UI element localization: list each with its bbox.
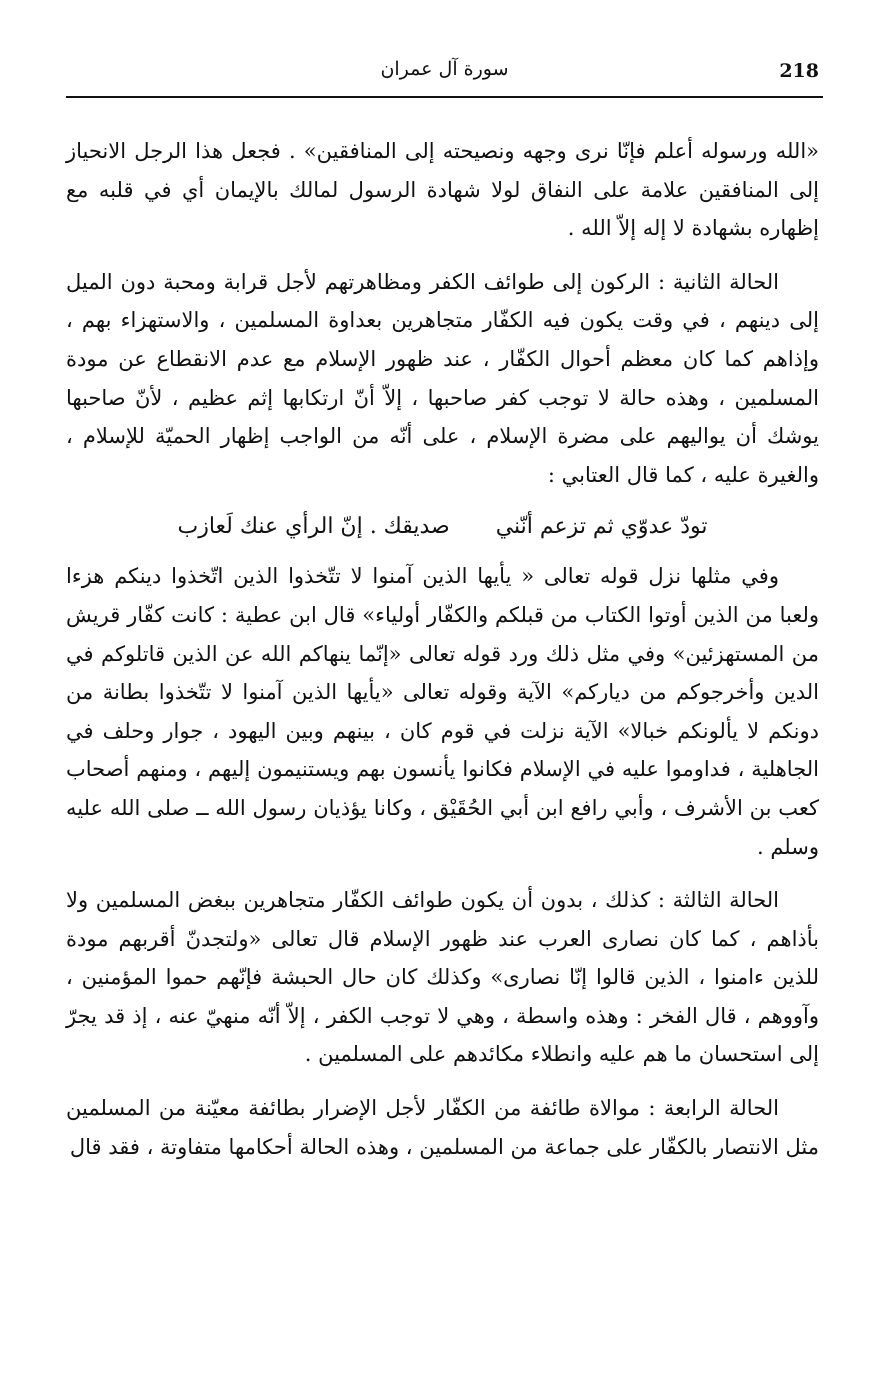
paragraph-1: «الله ورسوله أعلم فإنّا نرى وجهه ونصيحته إلى المنافقين» . فجعل هذا الرجل الانحياز إلى المنافقين علامة على النفاق لولا شهادة الرسول لمالك بالإيمان أي في قلبه مع إظهاره بشهادة لا إله إلاّ الله . bbox=[66, 139, 819, 241]
header-rule bbox=[66, 96, 823, 98]
page-number: 218 bbox=[779, 60, 819, 82]
poetry-verse bbox=[66, 507, 819, 547]
paragraph-2: الحالة الثانية : الركون إلى طوائف الكفر ومظاهرتهم لأجل قرابة ومحبة دون الميل إلى دينهم ، في وقت يكون فيه الكفّار متجاهرين بعداوة المسلمين ، والاستهزاء بهم ، وإذاهم كما كان معظم أحوال الكفّار ، عند ظهور الإسلام مع عدم الانقطاع عن مودة المسلمين ، وهذه حالة لا توجب كفر صاحبها ، إلاّ أنّ ارتكابها إثم عظيم ، لأنّ صاحبها يوشك أن يواليهم على مضرة الإسلام ، على أنّه من الواجب إظهار الحميّة للإسلام ، والغيرة عليه ، كما قال العتابي : bbox=[66, 269, 819, 487]
verse-second-hemistich: صديقك . إنّ الرأي عنك لَعازب bbox=[177, 514, 450, 540]
paragraph-5: الحالة الرابعة : موالاة طائفة من الكفّار لأجل الإضرار بطائفة معيّنة من المسلمين مثل الانتصار بالكفّار على جماعة من المسلمين ، وهذه الحالة أحكامها متفاوتة ، فقد قال bbox=[66, 1096, 819, 1159]
running-title: سورة آل عمران bbox=[380, 58, 509, 80]
body-text bbox=[66, 132, 819, 1181]
paragraph-4: الحالة الثالثة : كذلك ، بدون أن يكون طوائف الكفّار متجاهرين ببغض المسلمين ولا بأذاهم ، كما كان نصارى العرب عند ظهور الإسلام قال تعالى «ولتجدنّ أقربهم مودة للذين ءامنوا ، الذين قالوا إنّا نصارى» وكذلك كان حال الحبشة فإنّهم حموا المؤمنين ، وآووهم ، قال الفخر : وهذه واسطة ، وهي لا توجب الكفر ، إلاّ أنّه منهيّ عنه ، إذ قد يجرّ إلى استحسان ما هم عليه وانطلاء مكائدهم على المسلمين . bbox=[66, 888, 819, 1067]
paragraph-3: وفي مثلها نزل قوله تعالى « يأيها الذين آمنوا لا تتّخذوا الذين اتّخذوا دينكم هزءا ولعبا من الذين أوتوا الكتاب من قبلكم والكفّار أولياء» قال ابن عطية : كانت كفّار قريش من المستهزئين» وفي مثل ذلك ورد قوله تعالى «إنّما ينهاكم الله عن الذين قاتلوكم في الدين وأخرجوكم من دياركم» الآية وقوله تعالى «يأيها الذين آمنوا لا تتّخذوا بطانة من دونكم لا يألونكم خبالا» الآية نزلت في قوم كان ، بينهم وبين اليهود ، جوار وحلف في الجاهلية ، فداوموا عليه في الإسلام فكانوا يأنسون بهم ويستنيمون إليهم ، ومنهم أصحاب كعب بن الأشرف ، وأبي رافع ابن أبي الحُقَيْق ، وكانا يؤذيان رسول الله ــ صلى الله عليه وسلم . bbox=[66, 564, 819, 859]
verse-first-hemistich: تودّ عدوّي ثم تزعم أنّني bbox=[495, 514, 708, 540]
page-header bbox=[66, 54, 823, 94]
